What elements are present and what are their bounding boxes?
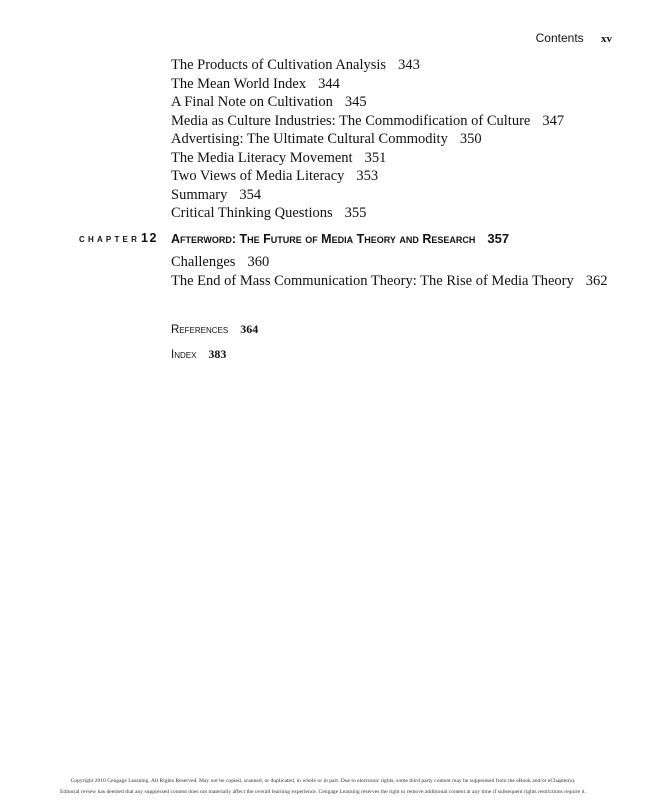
- toc-entry: The Media Literacy Movement 351: [171, 149, 387, 166]
- toc-entry-page: 362: [585, 272, 608, 289]
- running-head-label: Contents: [535, 31, 584, 45]
- back-matter-page: 383: [208, 347, 227, 361]
- toc-entry-page: 360: [247, 254, 270, 270]
- page-number: xv: [601, 33, 612, 45]
- toc-entry-page: 343: [398, 57, 420, 73]
- toc-entry: The Products of Cultivation Analysis 343: [171, 57, 420, 73]
- toc-entry: A Final Note on Cultivation 345: [171, 94, 367, 110]
- back-matter-index: Index 383: [171, 347, 227, 361]
- toc-entry-page: 354: [239, 186, 262, 203]
- toc-entry-page: 351: [364, 149, 387, 166]
- toc-entry-page: 345: [344, 94, 367, 110]
- copyright-line-2: Editorial review has deemed that any suppressed content does not materially affect the overall learning experience. Cengage Learning reserves the right to remove additional content at any time if subsequent rights restrictions require it.: [60, 789, 586, 795]
- toc-entry: Critical Thinking Questions 355: [171, 205, 367, 221]
- back-matter-references: References 364: [171, 322, 259, 336]
- chapter-title: Afterword: The Future of Media Theory and Research 357: [171, 231, 510, 246]
- toc-entry: Two Views of Media Literacy 353: [171, 168, 379, 184]
- toc-entry-page: 355: [344, 205, 367, 221]
- toc-entry: Advertising: The Ultimate Cultural Commodity 350: [171, 131, 482, 147]
- chapter-label: CHAPTER: [79, 235, 141, 244]
- chapter-number: 12: [141, 231, 158, 245]
- toc-entry-page: 353: [356, 168, 379, 184]
- toc-entry-page: 350: [459, 131, 482, 147]
- chapter-heading: [0, 231, 646, 251]
- running-head: [536, 31, 612, 45]
- toc-entry-page: 347: [542, 112, 565, 129]
- toc-entry: The Mean World Index 344: [171, 75, 340, 92]
- toc-entry: Challenges 360: [171, 254, 270, 270]
- toc-entry-page: 344: [318, 75, 340, 92]
- chapter-page: 357: [487, 231, 510, 246]
- toc-entry: The End of Mass Communication Theory: The Rise of Media Theory 362: [171, 272, 608, 289]
- copyright-line-1: Copyright 2010 Cengage Learning. All Rights Reserved. May not be copied, scanned, or duplicated, in whole or in part. Due to electronic rights, some third party content may be suppressed from the eBook and/or eChapter(s).: [70, 778, 576, 784]
- toc-entry: Summary 354: [171, 186, 262, 203]
- toc-entry: Media as Culture Industries: The Commodification of Culture 347: [171, 112, 565, 129]
- back-matter-page: 364: [240, 322, 259, 336]
